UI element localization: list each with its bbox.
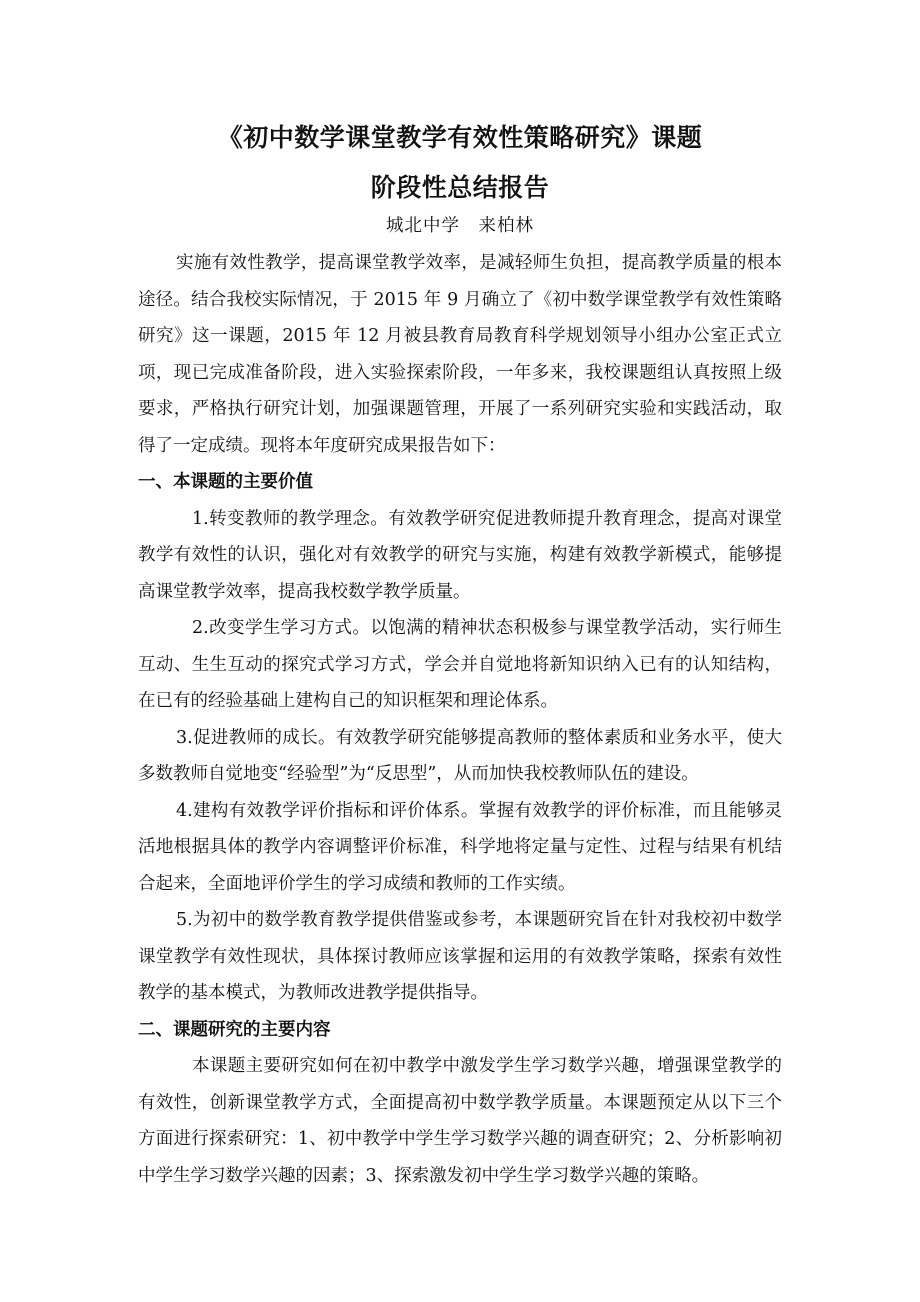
section-2-heading: 二、课题研究的主要内容 xyxy=(138,1019,331,1040)
intro-paragraph: 实施有效性教学，提高课堂教学效率，是减轻师生负担，提高教学质量的根本途径。结合我校实际情况，于 2015 年 9 月确立了《初中数学课堂教学有效性策略研究》这一课题，2015 年 12 月被县教育局教育科学规划领导小组办公室正式立项，现已完成准备阶段，进入实验探索阶段，一年多来，我校课题组认真按照上级要求，严格执行研究计划，加强课题管理，开展了一系列研究实验和实践活动，取得了一定成绩。现将本年度研究成果报告如下： xyxy=(138,253,782,456)
document-title-line-2: 阶段性总结报告 xyxy=(370,173,550,202)
section-2-paragraph: 本课题主要研究如何在初中教学中激发学生学习数学兴趣，增强课堂教学的有效性，创新课堂教学方式，全面提高初中数学教学质量。本课题预定从以下三个方面进行探索研究：1、初中教学中学生学习数学兴趣的调查研究；2、分析影响初中学生学习数学兴趣的因素；3、探索激发初中学生学习数学兴趣的策略。 xyxy=(138,1056,782,1186)
section-1-item-3: 3.促进教师的成长。有效教学研究能够提高教师的整体素质和业务水平，使大多数教师自觉地变“经验型”为“反思型”，从而加快我校教师队伍的建设。 xyxy=(138,727,782,784)
section-1-item-1: 1.转变教师的教学理念。有效教学研究促进教师提升教育理念，提高对课堂教学有效性的认识，强化对有效教学的研究与实施，构建有效教学新模式，能够提高课堂教学效率，提高我校数学教学质量。 xyxy=(138,508,782,602)
section-1-heading: 一、本课题的主要价值 xyxy=(138,472,313,492)
section-1-item-5: 5.为初中的数学教育教学提供借鉴或参考，本课题研究旨在针对我校初中数学课堂教学有效性现状，具体探讨教师应该掌握和运用的有效教学策略，探索有效性教学的基本模式，为教师改进教学提供指导。 xyxy=(138,910,782,1003)
document-body xyxy=(138,245,782,1194)
document-title-line-1: 《初中数学课堂教学有效性策略研究》课题 xyxy=(217,123,703,152)
section-1-item-4: 4.建构有效教学评价指标和评价体系。掌握有效教学的评价标准，而且能够灵活地根据具体的教学内容调整评价标准，科学地将定量与定性、过程与结果有机结合起来，全面地评价学生的学习成绩和教师的工作实绩。 xyxy=(138,800,782,894)
document-author: 城北中学 来柏林 xyxy=(386,216,534,236)
section-1-item-2: 2.改变学生学习方式。以饱满的精神状态积极参与课堂教学活动，实行师生互动、生生互动的探究式学习方式，学会并自觉地将新知识纳入已有的认知结构，在已有的经验基础上建构自己的知识框架和理论体系。 xyxy=(138,618,782,711)
